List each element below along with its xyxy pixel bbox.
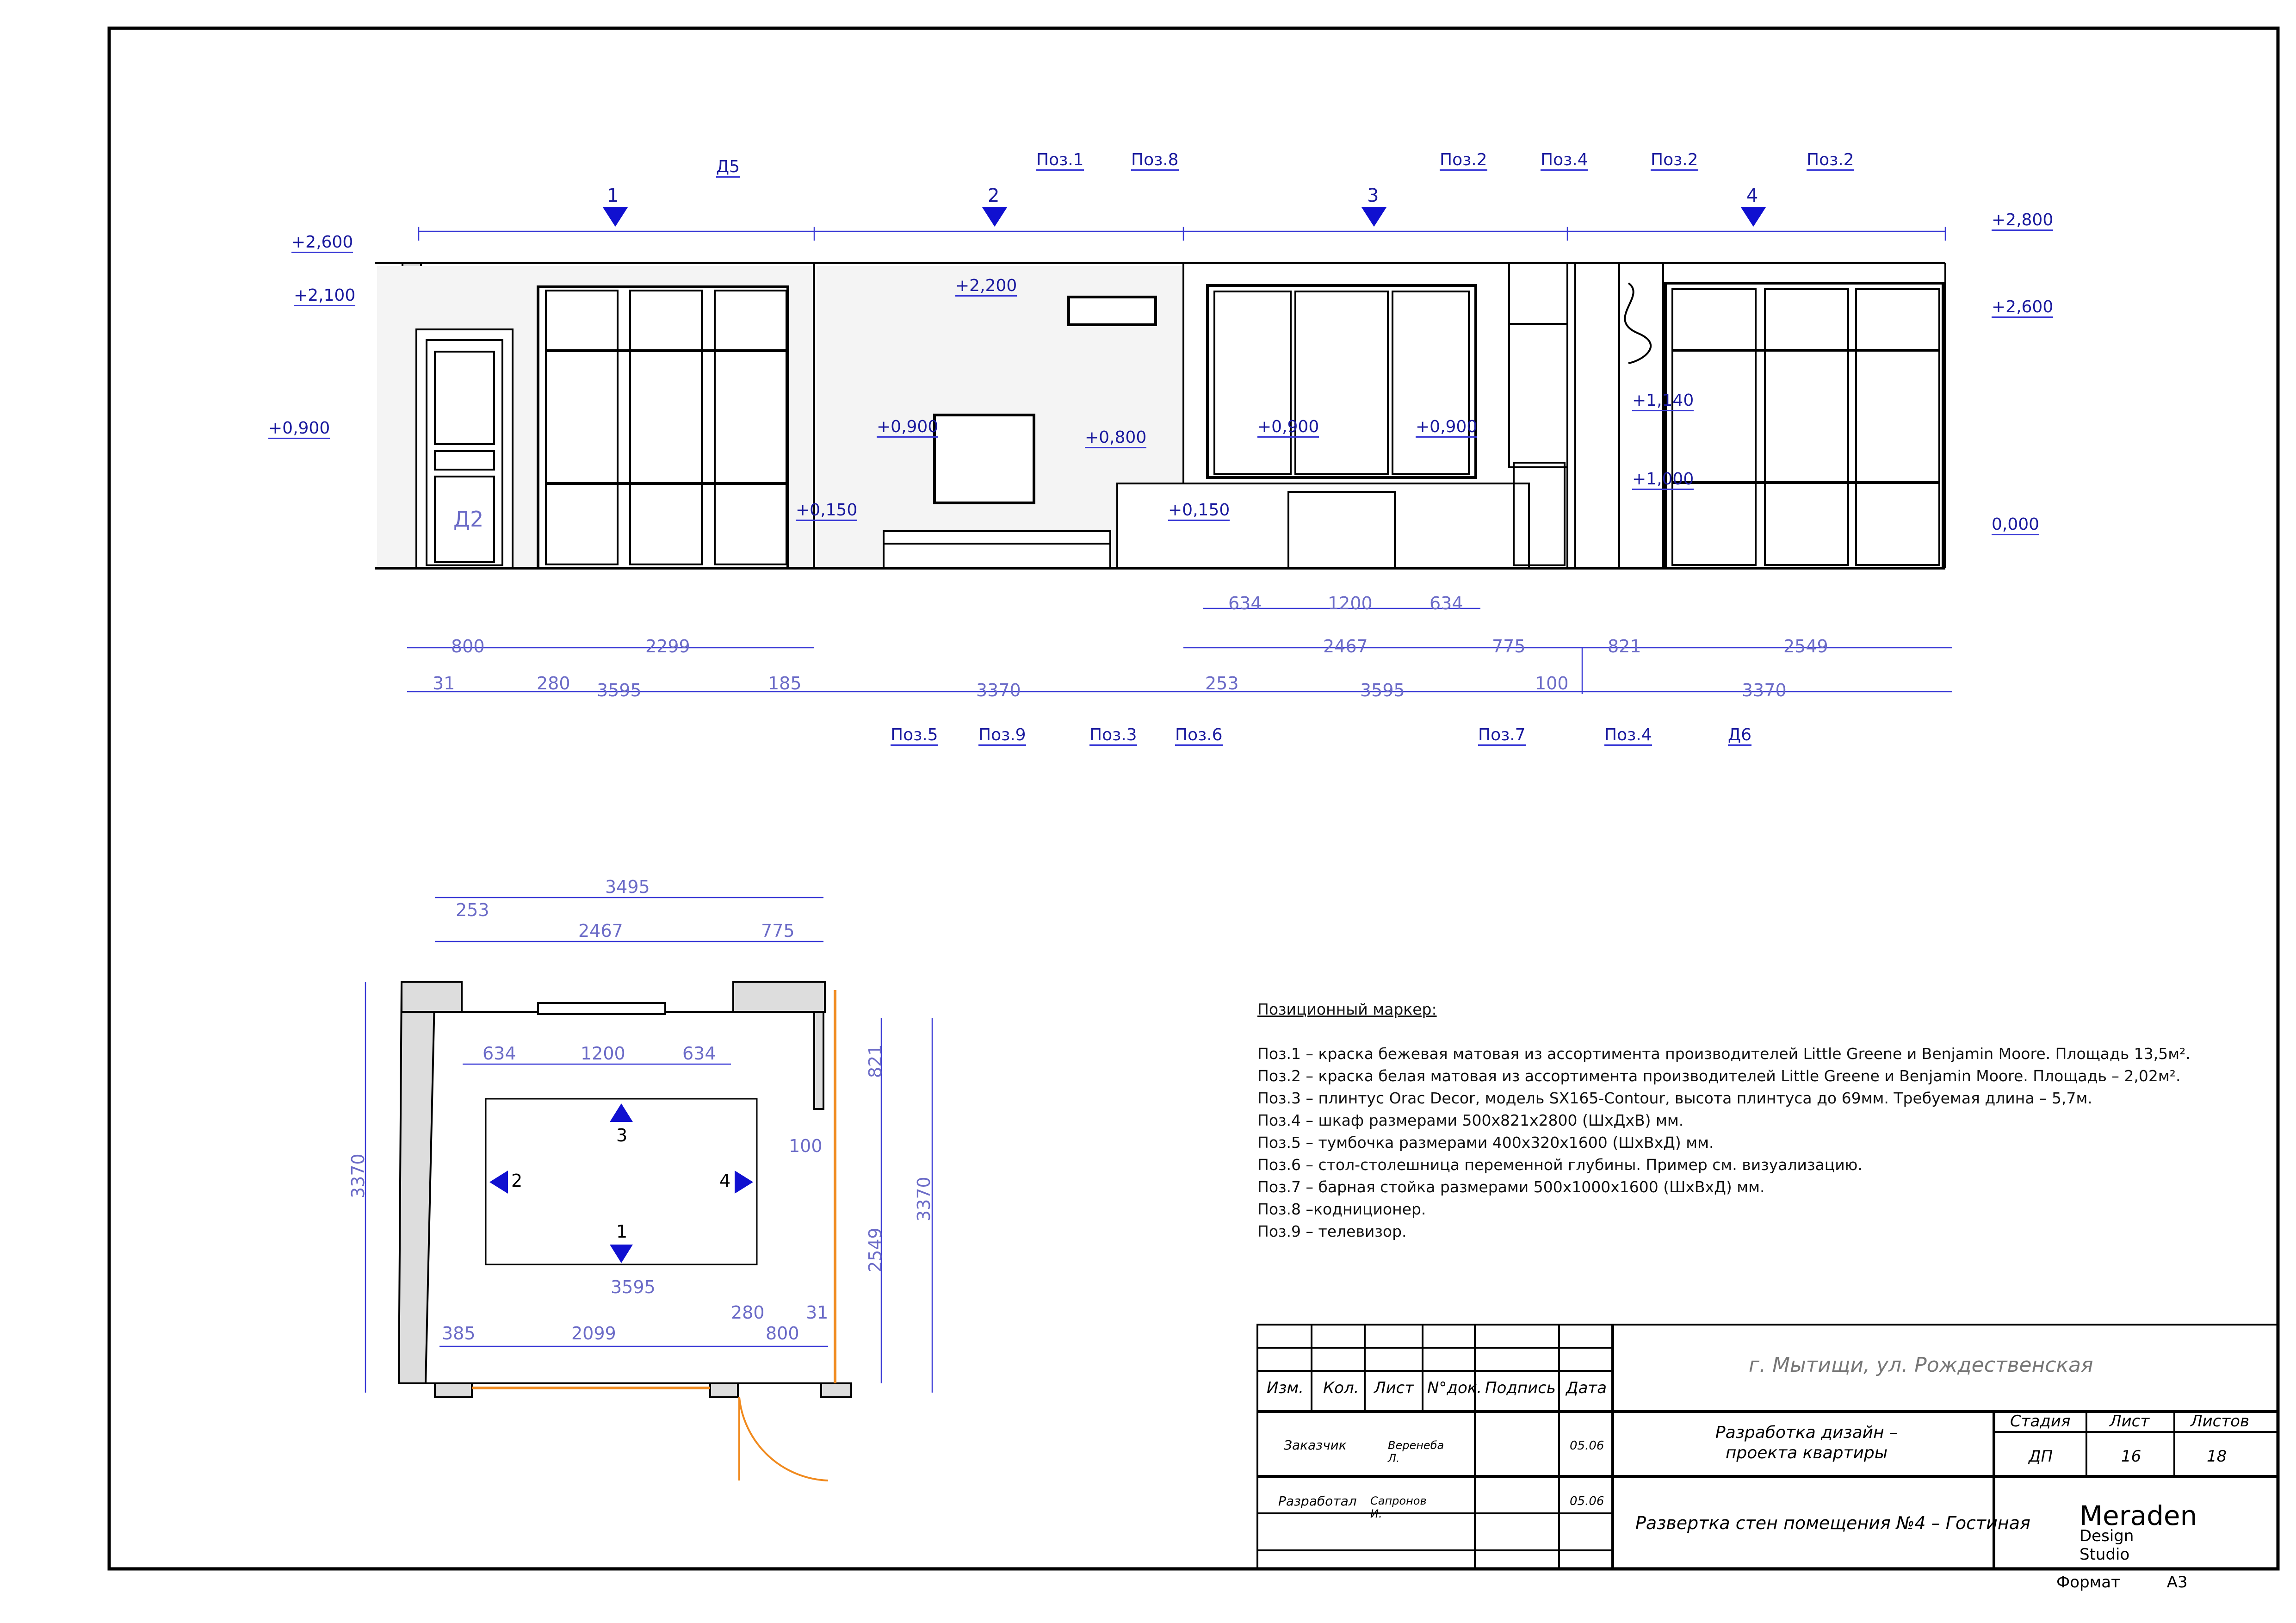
level-mark: +0,150	[1168, 501, 1230, 521]
callout-label: Поз.3	[1089, 725, 1137, 746]
level-mark: +2,800	[1992, 211, 2053, 231]
level-mark: 0,000	[1992, 515, 2039, 535]
legend-item: Поз.8 –кодниционер.	[1257, 1200, 1426, 1218]
dimension-value: 3370	[348, 1153, 368, 1198]
callout-label: Поз.2	[1440, 150, 1487, 171]
legend-item: Поз.3 – плинтус Orac Decor, модель SX165-Contour, высота плинтуса до 69мм. Требуемая длина – 5,7м.	[1257, 1089, 2092, 1107]
callout-label: Поз.1	[1036, 150, 1084, 171]
sheet-label: Лист	[2110, 1412, 2150, 1431]
level-mark: +1,140	[1632, 391, 1694, 411]
sheets-label: Листов	[2191, 1412, 2250, 1431]
dimension-value: 31	[806, 1302, 829, 1323]
dimension-value: 634	[682, 1043, 716, 1064]
date: 05.06	[1570, 1494, 1604, 1508]
developer-name: Сапронов И.	[1370, 1494, 1427, 1520]
dimension-value: 185	[768, 673, 802, 694]
dimension-value: 100	[789, 1136, 823, 1156]
col-header: Кол.	[1323, 1379, 1359, 1397]
callout-label: Д5	[716, 157, 740, 178]
dimension-value: 3595	[611, 1277, 656, 1297]
dimension-value: 253	[1205, 673, 1239, 694]
col-header: Изм.	[1267, 1379, 1304, 1397]
legend-item: Поз.2 – краска белая матовая из ассортимента производителей Little Greene и Benjamin Moore. Площадь – 2,02м².	[1257, 1067, 2181, 1085]
dimension-value: 1200	[581, 1043, 625, 1064]
dimension-value: 2467	[578, 921, 623, 941]
wall-number-3: 3	[1367, 185, 1379, 206]
callout-label: Поз.9	[978, 725, 1026, 746]
dimension-value: 280	[537, 673, 570, 694]
dimension-value: 800	[766, 1323, 799, 1344]
wall-number-2: 2	[988, 185, 1000, 206]
legend-item: Поз.7 – барная стойка размерами 500х1000х1600 (ШхВхД) мм.	[1257, 1178, 1765, 1196]
role-customer: Заказчик	[1284, 1437, 1347, 1453]
dimension-value: 775	[1492, 636, 1526, 657]
dimension-value: 385	[442, 1323, 476, 1344]
dimension-value: 3370	[976, 680, 1021, 700]
callout-label: Поз.6	[1175, 725, 1223, 746]
dimension-value: 2549	[1783, 636, 1828, 657]
project-name: Разработка дизайн – проекта квартиры	[1715, 1423, 1898, 1462]
position-legend	[1257, 998, 2229, 1243]
dimension-value: 3495	[605, 877, 650, 897]
callout-label: Поз.5	[891, 725, 938, 746]
level-mark: +0,900	[1257, 417, 1319, 438]
address: г. Мытищи, ул. Рождественская	[1749, 1353, 2093, 1377]
wall-number-1: 1	[607, 185, 619, 206]
dimension-value: 634	[483, 1043, 516, 1064]
dimension-value: 2099	[571, 1323, 616, 1344]
legend-item: Поз.9 – телевизор.	[1257, 1222, 1407, 1240]
dimension-value: 3595	[1360, 680, 1405, 700]
dimension-value: 2299	[645, 636, 690, 657]
callout-label: Поз.4	[1604, 725, 1652, 746]
legend-item: Поз.1 – краска бежевая матовая из ассортимента производителей Little Greene и Benjamin Moore. Площадь 13,5м².	[1257, 1045, 2191, 1063]
dimension-value: 280	[731, 1302, 765, 1323]
dimension-value: 821	[865, 1044, 885, 1078]
level-mark: +0,150	[796, 501, 857, 521]
level-mark: +2,600	[1992, 297, 2053, 318]
level-mark: +2,100	[294, 286, 355, 306]
level-mark: +0,900	[1416, 417, 1477, 438]
dimension-value: 634	[1430, 593, 1463, 613]
legend-item: Поз.4 – шкаф размерами 500х821х2800 (ШхДхВ) мм.	[1257, 1111, 1684, 1129]
stage-label: Стадия	[2010, 1412, 2071, 1431]
legend-item: Поз.6 – стол-столешница переменной глубины. Пример см. визуализацию.	[1257, 1156, 1863, 1174]
level-mark: +1,000	[1632, 470, 1694, 490]
door-label: Д2	[453, 507, 484, 532]
plan-marker-label: 1	[616, 1221, 628, 1242]
dimension-value: 1200	[1328, 593, 1373, 613]
callout-label: Поз.2	[1807, 150, 1854, 171]
level-mark: +2,600	[291, 233, 353, 253]
callout-label: Поз.4	[1541, 150, 1588, 171]
sheet-format	[2056, 1573, 2188, 1592]
plan-marker-label: 2	[511, 1171, 523, 1191]
stage-value: ДП	[2029, 1447, 2053, 1466]
col-header: Подпись	[1485, 1379, 1556, 1397]
dimension-value: 100	[1535, 673, 1569, 694]
dimension-value: 800	[451, 636, 485, 657]
callout-label: Д6	[1728, 725, 1751, 746]
plan-marker-label: 3	[616, 1125, 628, 1146]
sheet-value: 16	[2121, 1447, 2141, 1466]
role-developer: Разработал	[1278, 1493, 1357, 1509]
dimension-value: 253	[456, 900, 489, 920]
dimension-value: 634	[1228, 593, 1262, 613]
col-header: N°док.	[1427, 1379, 1482, 1397]
dimension-value: 3595	[597, 680, 642, 700]
col-header: Дата	[1566, 1379, 1607, 1397]
format-value: А3	[2166, 1573, 2188, 1592]
callout-label: Поз.7	[1478, 725, 1526, 746]
format-label: Формат	[2056, 1573, 2120, 1592]
date: 05.06	[1570, 1439, 1604, 1453]
wall-number-4: 4	[1746, 185, 1758, 206]
dimension-value: 3370	[1742, 680, 1787, 700]
dimension-value: 2549	[865, 1227, 885, 1272]
legend-header: Позиционный маркер:	[1257, 1000, 1437, 1018]
customer-name: Веренеба Л.	[1388, 1439, 1444, 1465]
plan-marker-label: 4	[719, 1171, 731, 1191]
dimension-value: 2467	[1323, 636, 1368, 657]
level-mark: +0,900	[268, 419, 330, 439]
legend-item: Поз.5 – тумбочка размерами 400х320х1600 (ШхВхД) мм.	[1257, 1134, 1714, 1152]
level-mark: +0,800	[1085, 428, 1146, 448]
studio-subtitle: Design Studio	[2079, 1527, 2134, 1564]
sheets-value: 18	[2207, 1447, 2227, 1466]
dimension-value: 3370	[914, 1177, 934, 1221]
dimension-value: 821	[1608, 636, 1641, 657]
level-mark: +0,900	[877, 417, 938, 438]
sheet-title: Развертка стен помещения №4 – Гостиная	[1635, 1513, 2030, 1533]
dimension-value: 31	[433, 673, 455, 694]
level-mark: +2,200	[955, 276, 1017, 297]
col-header: Лист	[1374, 1379, 1414, 1397]
studio-logo: Meraden	[2079, 1500, 2197, 1531]
callout-label: Поз.2	[1651, 150, 1698, 171]
callout-label: Поз.8	[1131, 150, 1179, 171]
dimension-value: 775	[761, 921, 795, 941]
